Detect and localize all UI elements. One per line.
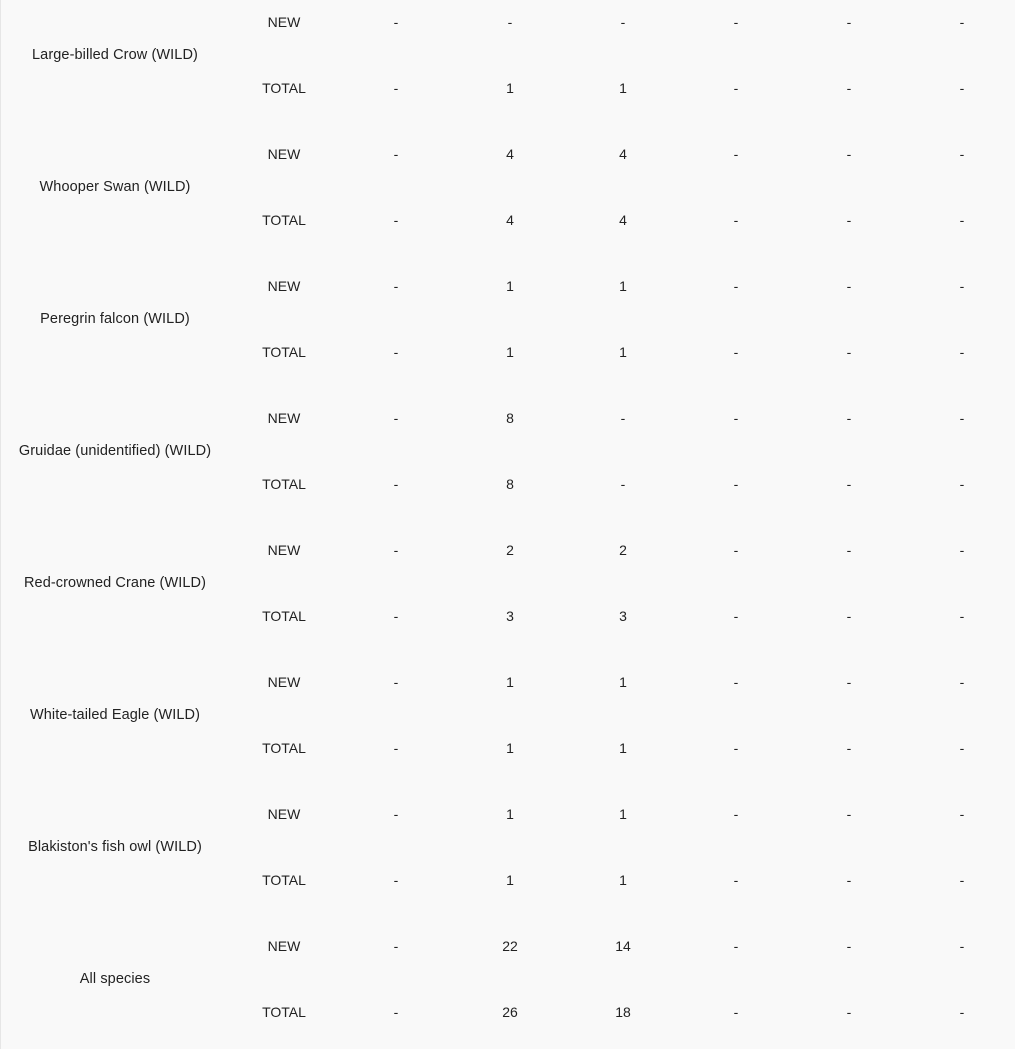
new-label: NEW [267,938,301,954]
table-cell: - [733,476,739,492]
table-cell: - [733,872,739,888]
table-cell: 2 [619,542,627,558]
table-cell: - [846,344,852,360]
table-cell: - [393,938,399,954]
species-group [1,782,1015,914]
table-cell: - [846,80,852,96]
table-cell: - [393,146,399,162]
total-label: TOTAL [262,476,306,492]
table-cell: 1 [506,740,514,756]
table-cell: - [959,740,965,756]
table-cell: - [959,542,965,558]
table-cell: - [393,476,399,492]
table-cell: 1 [619,872,627,888]
table-cell: - [733,608,739,624]
table-cell: 4 [619,212,627,228]
new-label: NEW [267,542,301,558]
table-row-total [1,870,1015,890]
table-row-total [1,78,1015,98]
table-cell: 18 [615,1004,631,1020]
table-cell: - [393,278,399,294]
table-row-total [1,606,1015,626]
table-cell: - [620,14,626,30]
table-cell: 14 [615,938,631,954]
table-cell: - [393,872,399,888]
table-cell: - [959,146,965,162]
table-cell: - [846,14,852,30]
species-name: All species [79,971,151,987]
table-cell: 1 [506,872,514,888]
table-cell: 1 [619,278,627,294]
new-label: NEW [267,806,301,822]
table-cell: - [393,740,399,756]
table-row-new [1,408,1015,428]
table-cell: - [959,14,965,30]
table-cell: - [846,542,852,558]
table-cell: 1 [506,806,514,822]
table-row-total [1,738,1015,758]
table-row-new [1,936,1015,956]
table-row-new [1,804,1015,824]
table-cell: - [959,476,965,492]
table-cell: 26 [502,1004,518,1020]
table-cell: 3 [619,608,627,624]
table-cell: - [393,806,399,822]
table-cell: - [846,278,852,294]
table-row-total [1,210,1015,230]
table-cell: - [393,14,399,30]
table-cell: - [846,608,852,624]
total-label: TOTAL [262,344,306,360]
table-cell: - [620,410,626,426]
table-cell: - [959,674,965,690]
table-cell: 4 [619,146,627,162]
table-cell: - [393,344,399,360]
table-cell: 8 [506,410,514,426]
species-name: Gruidae (unidentified) (WILD) [18,443,212,459]
table-cell: - [959,212,965,228]
table-cell: 4 [506,212,514,228]
new-label: NEW [267,146,301,162]
table-cell: 1 [619,740,627,756]
table-cell: 1 [506,80,514,96]
species-outbreak-table [1,0,1015,1046]
table-row-total [1,474,1015,494]
table-cell: - [620,476,626,492]
species-group [1,914,1015,1046]
table-cell: - [733,542,739,558]
table-cell: 1 [619,344,627,360]
table-cell: 1 [619,806,627,822]
total-label: TOTAL [262,212,306,228]
species-group [1,650,1015,782]
table-cell: - [846,410,852,426]
table-row-new [1,12,1015,32]
table-cell: - [733,14,739,30]
table-cell: - [846,146,852,162]
table-cell: - [959,344,965,360]
species-name: Peregrin falcon (WILD) [40,311,190,327]
table-cell: - [846,476,852,492]
table-row-new [1,672,1015,692]
species-name: Whooper Swan (WILD) [39,179,191,195]
table-cell: 1 [619,674,627,690]
table-cell: - [733,674,739,690]
total-label: TOTAL [262,872,306,888]
total-label: TOTAL [262,1004,306,1020]
table-cell: 4 [506,146,514,162]
species-group [1,122,1015,254]
species-name: Large-billed Crow (WILD) [32,47,198,63]
table-cell: 1 [506,674,514,690]
table-cell: - [733,80,739,96]
table-cell: - [846,674,852,690]
table-cell: - [846,1004,852,1020]
species-group [1,518,1015,650]
table-cell: - [959,806,965,822]
table-cell: - [393,1004,399,1020]
table-row-total [1,1002,1015,1022]
table-cell: - [393,212,399,228]
table-cell: - [959,410,965,426]
table-cell: - [733,278,739,294]
total-label: TOTAL [262,80,306,96]
table-cell: 8 [506,476,514,492]
species-group [1,0,1015,122]
table-cell: - [507,14,513,30]
table-cell: - [959,872,965,888]
table-cell: - [393,674,399,690]
table-row-new [1,144,1015,164]
table-cell: - [393,542,399,558]
table-cell: - [393,410,399,426]
table-cell: - [393,608,399,624]
table-cell: - [733,806,739,822]
table-cell: - [733,212,739,228]
table-cell: - [846,938,852,954]
table-row-new [1,276,1015,296]
table-cell: 2 [506,542,514,558]
species-name: Blakiston's fish owl (WILD) [28,839,202,855]
table-cell: - [959,80,965,96]
species-group [1,386,1015,518]
table-cell: 3 [506,608,514,624]
total-label: TOTAL [262,608,306,624]
table-cell: - [733,410,739,426]
new-label: NEW [267,14,301,30]
table-cell: - [846,806,852,822]
new-label: NEW [267,410,301,426]
table-row-total [1,342,1015,362]
total-label: TOTAL [262,740,306,756]
table-cell: - [959,608,965,624]
table-cell: - [393,80,399,96]
table-cell: - [846,212,852,228]
species-group [1,254,1015,386]
table-cell: - [959,938,965,954]
table-cell: - [733,1004,739,1020]
table-cell: - [846,740,852,756]
new-label: NEW [267,278,301,294]
table-cell: - [846,872,852,888]
table-cell: 1 [506,344,514,360]
table-cell: - [733,146,739,162]
table-row-new [1,540,1015,560]
table-cell: - [959,1004,965,1020]
new-label: NEW [267,674,301,690]
table-cell: 1 [506,278,514,294]
table-cell: 1 [619,80,627,96]
table-cell: - [733,344,739,360]
table-cell: - [733,938,739,954]
table-cell: - [733,740,739,756]
species-name: White-tailed Eagle (WILD) [29,707,201,723]
table-cell: 22 [502,938,518,954]
table-cell: - [959,278,965,294]
species-name: Red-crowned Crane (WILD) [23,575,207,591]
